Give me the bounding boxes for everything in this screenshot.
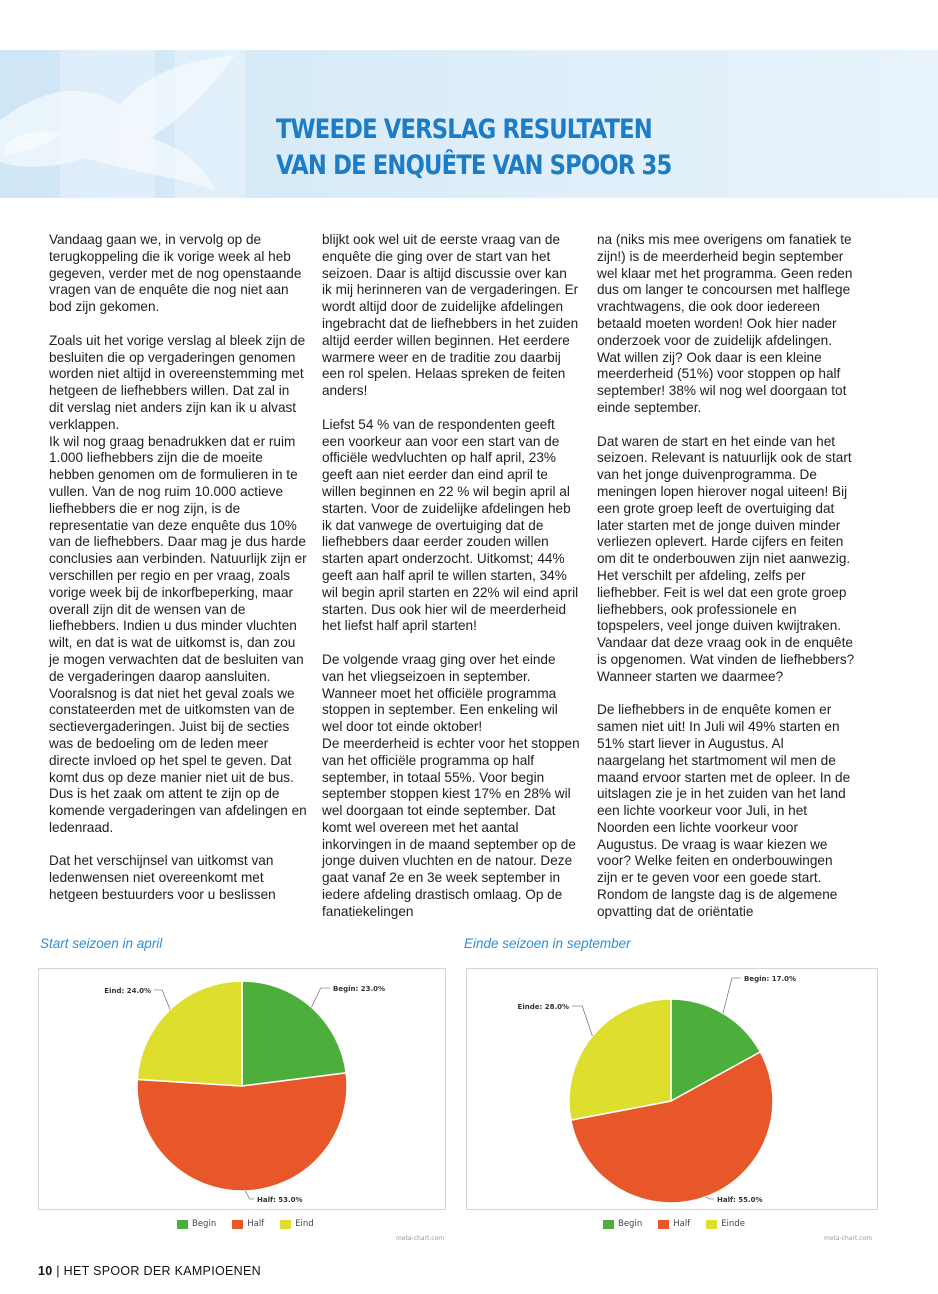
chart-panel-end bbox=[466, 968, 878, 1210]
pie-slice-half bbox=[137, 1073, 347, 1191]
page-footer bbox=[38, 1264, 261, 1278]
slice-label: Einde: 28.0% bbox=[517, 1003, 569, 1011]
paragraph: Dat waren de start en het einde van het seizoen. Relevant is natuurlijk ook de start van het jonge duivenprogramma. De meningen lopen hierover nogal uiteen! Bij een grote groep leeft de overtuiging dat later starten met de jonge duiven minder verliezen oplevert. Harde cijfers en feiten om dit te onderbouwen zijn niet aanwezig. Het verschilt per afdeling, zelfs per liefhebber. Feit is wel dat een grote groep liefhebbers, ook professionele en topspelers, veel jonge duiven kwijtraken. Vandaar dat deze vraag ook in de enquête is opgenomen. Wat vinden de liefhebbers? Wanneer starten we daarmee? bbox=[597, 433, 855, 684]
paragraph: blijkt ook wel uit de eerste vraag van de enquête die ging over de start van het seizoen. Daar is altijd discussie over kan ik mij herinneren van de vergaderingen. Er wordt altijd door de zuidelijke afdelingen ingebracht dat de liefhebbers in het zuiden altijd eerder willen beginnen. Het eerdere warmere weer en de traditie zou daarbij een rol spelen. Helaas spreken de feiten anders! bbox=[322, 232, 579, 399]
slice-label: Begin: 23.0% bbox=[333, 985, 385, 993]
legend-item bbox=[232, 1219, 264, 1229]
leader-line bbox=[154, 990, 170, 1009]
chart-title-start: Start seizoen in april bbox=[40, 936, 163, 951]
slice-label: Begin: 17.0% bbox=[744, 975, 796, 983]
legend-end bbox=[603, 1219, 745, 1229]
legend-label: Begin bbox=[618, 1219, 643, 1229]
chart-title-end: Einde seizoen in september bbox=[464, 936, 631, 951]
pie-chart-start bbox=[39, 969, 445, 1209]
legend-label: Half bbox=[247, 1219, 265, 1229]
legend-label: Einde bbox=[721, 1219, 745, 1229]
leader-line bbox=[572, 1006, 592, 1036]
legend-item bbox=[177, 1219, 216, 1229]
legend-label: Begin bbox=[192, 1219, 217, 1229]
legend-swatch bbox=[177, 1220, 188, 1229]
article-column-1 bbox=[49, 232, 307, 921]
legend-label: Half bbox=[673, 1219, 691, 1229]
dove-watermark bbox=[0, 50, 300, 198]
paragraph: Ik wil nog graag benadrukken dat er ruim 1.000 liefhebbers zijn die de moeite hebben genomen om de formulieren in te vullen. Van de nog ruim 10.000 actieve liefhebbers die er nog zijn, is de representatie van deze enquête dus 10% van de liefhebbers. Daar mag je dus harde conclusies aan verbinden. Natuurlijk zijn er verschillen per regio en per vraag, zoals vorige week bij de inkorfbeperking, maar overall zijn dit de wensen van de liefhebbers. Indien u dus minder vluchten wilt, en dat is wat de uitkomst is, dan zou je mogen verwachten dat de besluiten van de vergaderingen daarop aansluiten. Vooralsnog is dat niet het geval zoals we constateerden met de uitkomsten van de sectievergaderingen. Juist bij de secties was de bedoeling om de leden meer directe invloed op het spel te geven. Dat komt dus op deze manier niet uit de bus. Dus is het zaak om attent te zijn op de komende vergaderingen van afdelingen en ledenraad. bbox=[49, 433, 307, 835]
leader-line bbox=[723, 978, 741, 1013]
legend-label: Eind bbox=[295, 1219, 314, 1229]
page-number: 10 bbox=[38, 1264, 53, 1278]
leader-line bbox=[311, 988, 330, 1007]
legend-swatch bbox=[280, 1220, 291, 1229]
legend-item bbox=[658, 1219, 690, 1229]
paragraph: De liefhebbers in de enquête komen er samen niet uit! In Juli wil 49% starten en 51% start liever in Augustus. Al naargelang het startmoment wil men de maand ervoor starten met de opleer. In de uitslagen zie je in het zuiden van het land een lichte voorkeur voor Juli, in het Noorden een lichte voorkeur voor Augustus. De vraag is waar kiezen we voor? Welke feiten en onderbouwingen zijn er te geven voor een goede start. Rondom de langste dag is de algemene opvatting dat de oriëntatie bbox=[597, 702, 851, 919]
chart-panel-start bbox=[38, 968, 446, 1210]
paragraph: Zoals uit het vorige verslag al bleek zijn de besluiten die op vergaderingen genomen worden niet altijd in overeenstemming met hetgeen de liefhebbers willen. Dat zal in dit verslag niet anders zijn kan ik u alvast verklappen. bbox=[49, 332, 306, 432]
leader-line bbox=[245, 1191, 254, 1199]
legend-swatch bbox=[658, 1220, 669, 1229]
legend-start bbox=[177, 1219, 314, 1229]
pie-chart-end bbox=[467, 969, 877, 1209]
paragraph: Vandaag gaan we, in vervolg op de terugkoppeling die ik vorige week al heb gegeven, verder met de nog openstaande vragen van de enquête die nog niet aan bod zijn gekomen. bbox=[49, 232, 302, 315]
article-column-3 bbox=[597, 232, 855, 937]
paragraph: Liefst 54 % van de respondenten geeft een voorkeur aan voor een start van de officiële wedvluchten op half april, 23% geeft aan niet eerder dan eind april te willen beginnen en 22 % wil begin april al starten. Voor de zuidelijke afdelingen heb ik dat vanwege de overtuiging dat de liefhebbers daar eerder zouden willen starten apart onderzocht. Uitkomst; 44% geeft aan half april te willen starten, 34% wil begin april starten en 22% wil eind april starten. Dus ook hier wil de meerderheid het liefst half april starten! bbox=[322, 416, 579, 634]
legend-swatch bbox=[603, 1220, 614, 1229]
legend-item bbox=[280, 1219, 314, 1229]
title-line-1: TWEEDE VERSLAG RESULTATEN bbox=[276, 114, 652, 145]
article-column-2 bbox=[322, 232, 580, 937]
slice-label: Half: 55.0% bbox=[717, 1196, 763, 1204]
pie-slice-einde bbox=[569, 999, 671, 1120]
legend-item bbox=[706, 1219, 745, 1229]
paragraph: De meerderheid is echter voor het stoppen van het officiële programma op half september, in totaal 55%. Voor begin september stoppen kiest 17% en 28% wil wel doorgaan tot einde september. Dat komt wel overeen met het aantal inkorvingen in de maand september op de jonge duiven vluchten en de natour. Deze gaat vanaf 2e en 3e week september in iedere afdeling drastisch omlaag. Op de fanatiekelingen bbox=[322, 735, 580, 919]
footer-separator: | bbox=[56, 1264, 60, 1278]
pie-slice-begin bbox=[242, 981, 346, 1086]
magazine-name: HET SPOOR DER KAMPIOENEN bbox=[63, 1264, 261, 1278]
chart-credit: meta-chart.com bbox=[396, 1235, 445, 1242]
pie-slice-eind bbox=[137, 981, 242, 1086]
legend-swatch bbox=[232, 1220, 243, 1229]
paragraph: Dat het verschijnsel van uitkomst van ledenwensen niet overeenkomt met hetgeen bestuurders voor u beslissen bbox=[49, 853, 276, 903]
slice-label: Half: 53.0% bbox=[257, 1196, 303, 1204]
slice-label: Eind: 24.0% bbox=[104, 987, 151, 995]
title-line-2: VAN DE ENQUÊTE VAN SPOOR 35 bbox=[276, 150, 672, 181]
paragraph: na (niks mis mee overigens om fanatiek te zijn!) is de meerderheid begin september wel klaar met het programma. Geen reden dus om langer te concoursen met halflege vrachtwagens, die ook door iedereen betaald moeten worden! Ook hier nader onderzoek voor de zuidelijk afdelingen. Wat willen zij? Ook daar is een kleine meerderheid (51%) voor stoppen op half september! 38% wil nog wel doorgaan tot einde september. bbox=[597, 232, 853, 415]
legend-item bbox=[603, 1219, 642, 1229]
paragraph: De volgende vraag ging over het einde van het vliegseizoen in september. Wanneer moet het officiële programma stoppen in september. Een enkeling wil wel door tot einde oktober! bbox=[322, 651, 558, 735]
chart-credit: meta-chart.com bbox=[824, 1235, 873, 1242]
leader-line bbox=[706, 1197, 714, 1199]
article-title bbox=[276, 112, 671, 184]
legend-swatch bbox=[706, 1220, 717, 1229]
